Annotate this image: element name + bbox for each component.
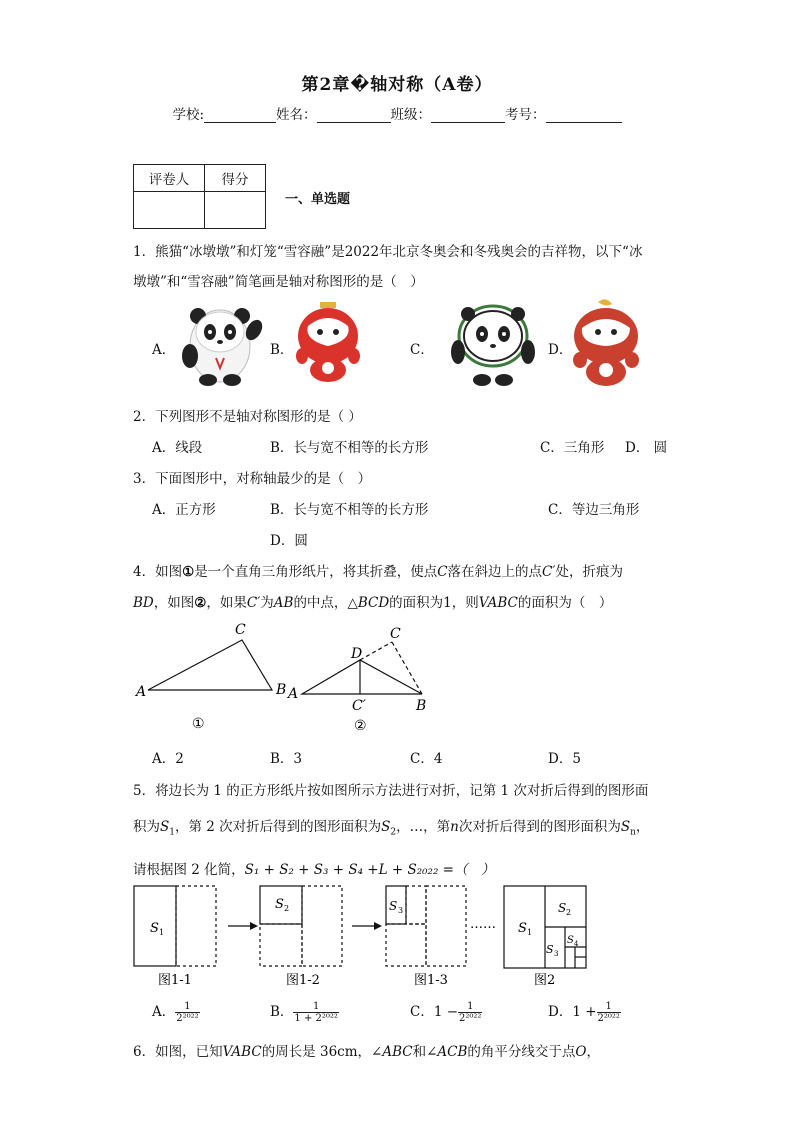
q5-b-label: B． — [270, 1004, 294, 1020]
panda-image-a[interactable] — [176, 302, 268, 386]
fig2-caption: 图2 — [534, 973, 556, 988]
q5-d-num: 1 — [597, 1001, 621, 1013]
fig12-s2-sub: 2 — [284, 904, 290, 913]
q5-line2 — [133, 815, 649, 838]
q5-sub: n — [630, 827, 636, 838]
q5-sub: 2 — [390, 827, 397, 838]
student-info-line — [0, 103, 794, 123]
q4-circ2: ② — [194, 595, 207, 611]
exam-no-blank[interactable] — [546, 108, 622, 123]
q1-line1: 1．熊猫“冰墩墩”和灯笼“雪容融”是2022年北京冬奥会和冬残奥会的吉祥物，以下“冰 — [133, 244, 643, 260]
q5-c-den: 2²⁰²² — [459, 1013, 482, 1024]
q4-text: 的面积为（ ） — [517, 595, 613, 611]
q4-circ1: ① — [182, 564, 195, 580]
q5-text: ，第 2 次对折后得到的图形面积为 — [174, 819, 382, 835]
q1-line2: 墩墩”和“雪容融”简笔画是轴对称图形的是（ ） — [133, 274, 424, 290]
fig2-s3: S — [546, 943, 554, 956]
fig13-caption: 图1-3 — [414, 973, 448, 988]
q4-text: 落在斜边上的点 — [447, 564, 543, 580]
fig2-s1: S — [518, 921, 527, 936]
fig11-s1: S — [150, 921, 159, 936]
q5-option-c[interactable] — [410, 1000, 482, 1024]
q5-text: 积为 — [133, 819, 160, 835]
q4-text: 的面积为1，则 — [389, 595, 479, 611]
q4-var-ab: AB — [273, 595, 294, 611]
score-cell[interactable] — [205, 192, 266, 229]
q5-d-fraction — [597, 1001, 621, 1024]
fig2-caption: ② — [354, 718, 367, 734]
q5-c-num: 1 — [458, 1001, 482, 1013]
q5-option-b[interactable] — [270, 1000, 339, 1024]
fig2-dashed-dc — [360, 642, 392, 660]
q6-var-o: O — [575, 1044, 587, 1060]
fig2-triangle — [302, 660, 422, 694]
q4-option-b[interactable]: B．3 — [270, 751, 303, 767]
q4-option-a[interactable]: A．2 — [152, 751, 184, 767]
q5-a-num: 1 — [175, 1001, 199, 1013]
q5-var-s1: S — [160, 819, 170, 835]
q5-c-fraction — [458, 1001, 482, 1024]
fig2-s4: S — [567, 935, 574, 946]
q4-line1 — [133, 560, 623, 580]
fig2-s1-sub: 1 — [527, 928, 533, 937]
q4-var-cprime: C′ — [246, 595, 261, 611]
q5-text: 次对折后得到的图形面积为 — [458, 819, 621, 835]
class-label: 班级： — [390, 107, 432, 123]
q4-text: 4．如图 — [133, 564, 183, 580]
q2-option-d[interactable]: D． 圆 — [625, 440, 668, 456]
fig2-s3-sub: 3 — [554, 950, 559, 958]
q3-option-d[interactable]: D．圆 — [270, 533, 308, 549]
q3-stem: 3．下面图形中，对称轴最少的是（ ） — [133, 471, 372, 487]
name-label: 姓名： — [276, 107, 317, 123]
q5-d-den: 2²⁰²² — [597, 1013, 620, 1024]
lantern-image-b[interactable] — [292, 300, 364, 386]
class-blank[interactable] — [431, 108, 505, 123]
q5-b-den: 1 + 2²⁰²² — [294, 1013, 338, 1024]
name-blank[interactable] — [317, 108, 391, 123]
q4-var-bcd: △BCD — [347, 595, 390, 611]
fig2-label-cprime: C′ — [352, 698, 366, 714]
q4-text: ，如图 — [153, 595, 195, 611]
q5-option-d[interactable] — [548, 1000, 621, 1024]
q6-var-abc: VABC — [222, 1044, 262, 1060]
q4-var-cprime: C′ — [542, 564, 556, 580]
fig1-caption: ① — [192, 716, 205, 732]
fig2-label-c: C — [390, 626, 401, 642]
fig1-triangle — [148, 640, 272, 690]
q4-figure — [130, 618, 440, 738]
grader-cell[interactable] — [134, 192, 205, 229]
q2-option-a[interactable]: A．线段 — [152, 440, 203, 456]
q5-sum-expression: S₁ + S₂ + S₃ + S₄ +L + S₂₀₂₂ =（ ） — [244, 862, 495, 878]
fig12-s2: S — [275, 897, 284, 912]
q2-option-b[interactable]: B．长与宽不相等的长方形 — [270, 440, 429, 456]
q6-text: ， — [586, 1044, 600, 1060]
q3-option-b[interactable]: B．长与宽不相等的长方形 — [270, 502, 429, 518]
q5-b-num: 1 — [293, 1001, 339, 1013]
q5-var-n: n — [450, 819, 459, 835]
fig1-label-a: A — [136, 684, 147, 700]
q5-line1: 5．将边长为 1 的正方形纸片按如图所示方法进行对折，记第 1 次对折后得到的图形面 — [133, 783, 649, 799]
fig11-caption: 图1-1 — [158, 973, 192, 988]
q4-var-abc: VABC — [478, 595, 518, 611]
q1-option-b-label[interactable]: B． — [270, 342, 294, 358]
q1-option-c-label[interactable]: C． — [410, 342, 434, 358]
q5-sub: 1 — [169, 827, 175, 838]
q2-stem: 2．下列图形不是轴对称图形的是（ ） — [133, 409, 362, 425]
q5-var-sn: S — [620, 819, 631, 835]
fig13-s3: S — [389, 899, 398, 913]
q1-option-d-label[interactable]: D． — [548, 342, 573, 358]
q4-text: ，如果 — [206, 595, 247, 611]
score-table — [133, 164, 266, 229]
q5-c-label: C． — [410, 1004, 434, 1020]
q5-text: ， — [635, 819, 650, 835]
q5-d-label: D． — [548, 1004, 573, 1020]
q5-d-pre: 1 + — [572, 1004, 597, 1020]
fig1-label-b: B — [276, 682, 287, 698]
q4-var-c: C — [437, 564, 448, 580]
fig1-label-c: C — [235, 622, 246, 638]
page-title: 第2章�轴对称（A卷） — [301, 75, 493, 95]
q5-a-den: 2²⁰²² — [176, 1013, 199, 1024]
q6-angle-acb: ∠ACB — [426, 1044, 468, 1060]
q6-line1 — [133, 1040, 600, 1060]
grader-header: 评卷人 — [134, 165, 205, 192]
q5-c-pre: 1 − — [433, 1004, 459, 1020]
fig12-caption: 图1-2 — [286, 973, 320, 988]
fig13-s3-sub: 3 — [398, 906, 404, 915]
q4-option-c[interactable]: C．4 — [410, 751, 443, 767]
q4-option-d[interactable]: D．5 — [548, 751, 581, 767]
fig2-s4-sub: 4 — [574, 940, 579, 948]
q5-b-fraction — [293, 1001, 339, 1024]
section-title: 一、单选题 — [285, 192, 351, 207]
score-header: 得分 — [205, 165, 266, 192]
fig2-label-a: A — [288, 686, 299, 702]
q4-text: 是一个直角三角形纸片，将其折叠，使点 — [194, 564, 438, 580]
q3-option-a[interactable]: A．正方形 — [152, 502, 216, 518]
q5-line3 — [133, 858, 494, 878]
fig-dots: …… — [470, 917, 496, 932]
q5-var-s2: S — [381, 819, 391, 835]
q4-text: 为 — [260, 595, 274, 611]
fig2-label-d: D — [351, 646, 363, 662]
q6-text: 6．如图，已知 — [133, 1044, 223, 1060]
fig11-s1-sub: 1 — [159, 928, 165, 937]
q6-angle-abc: ∠ABC — [371, 1044, 413, 1060]
q3-option-c[interactable]: C．等边三角形 — [548, 502, 640, 518]
q5-a-fraction — [175, 1001, 199, 1024]
q5-text: ，…，第 — [396, 819, 451, 835]
fig2-s2: S — [558, 901, 567, 915]
q5-a-label: A． — [152, 1004, 176, 1020]
q6-text: 的角平分线交于点 — [467, 1044, 576, 1060]
school-label: 学校: — [172, 107, 205, 123]
q4-line2 — [133, 591, 612, 611]
q2-option-c[interactable]: C．三角形 — [540, 440, 605, 456]
q4-text: 处，折痕为 — [555, 564, 623, 580]
q4-var-bd: BD — [133, 595, 154, 611]
school-blank[interactable] — [204, 108, 276, 123]
q1-option-a-label[interactable]: A． — [152, 342, 176, 358]
fig2-s2-sub: 2 — [566, 908, 572, 917]
q5-figure — [130, 880, 592, 992]
q6-text: 的周长是 36cm， — [261, 1044, 372, 1060]
q4-text: 的中点， — [293, 595, 348, 611]
exam-no-label: 考号： — [505, 107, 546, 123]
q5-text: 请根据图 2 化简， — [133, 862, 245, 878]
panda-image-c[interactable] — [446, 302, 540, 386]
q6-text: 和 — [412, 1044, 427, 1060]
lantern-image-d[interactable] — [568, 298, 644, 390]
fig2-label-b: B — [416, 698, 427, 714]
q5-option-a[interactable] — [152, 1000, 200, 1024]
